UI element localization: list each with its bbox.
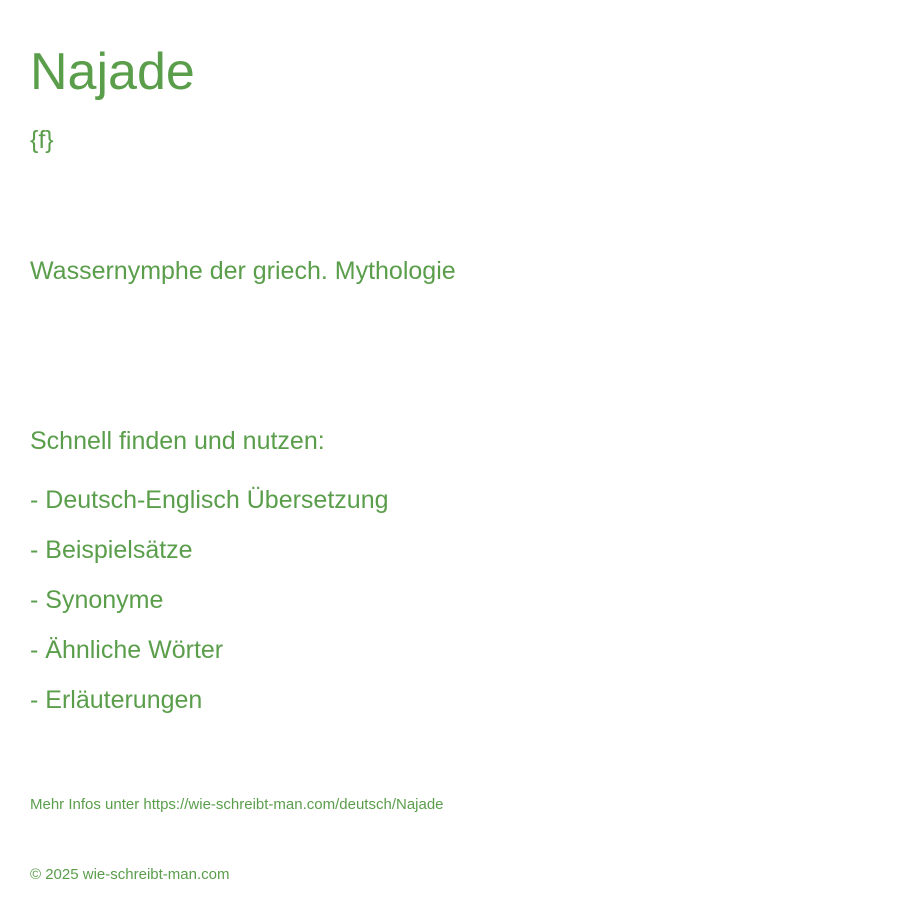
feature-item-explanations: - Erläuterungen xyxy=(30,686,203,714)
feature-item-translation: - Deutsch-Englisch Übersetzung xyxy=(30,486,389,514)
more-info-text: Mehr Infos unter https://wie-schreibt-man.com/deutsch/Najade xyxy=(30,796,444,813)
feature-item-synonyms: - Synonyme xyxy=(30,586,164,614)
copyright-notice: © 2025 wie-schreibt-man.com xyxy=(30,866,230,883)
feature-item-similar-words: - Ähnliche Wörter xyxy=(30,636,224,664)
feature-item-example-sentences: - Beispielsätze xyxy=(30,536,193,564)
gender-label: {f} xyxy=(30,126,54,154)
features-heading: Schnell finden und nutzen: xyxy=(30,427,325,455)
page-title: Najade xyxy=(30,43,195,101)
feature-list xyxy=(30,475,389,725)
word-definition: Wassernymphe der griech. Mythologie xyxy=(30,257,456,285)
